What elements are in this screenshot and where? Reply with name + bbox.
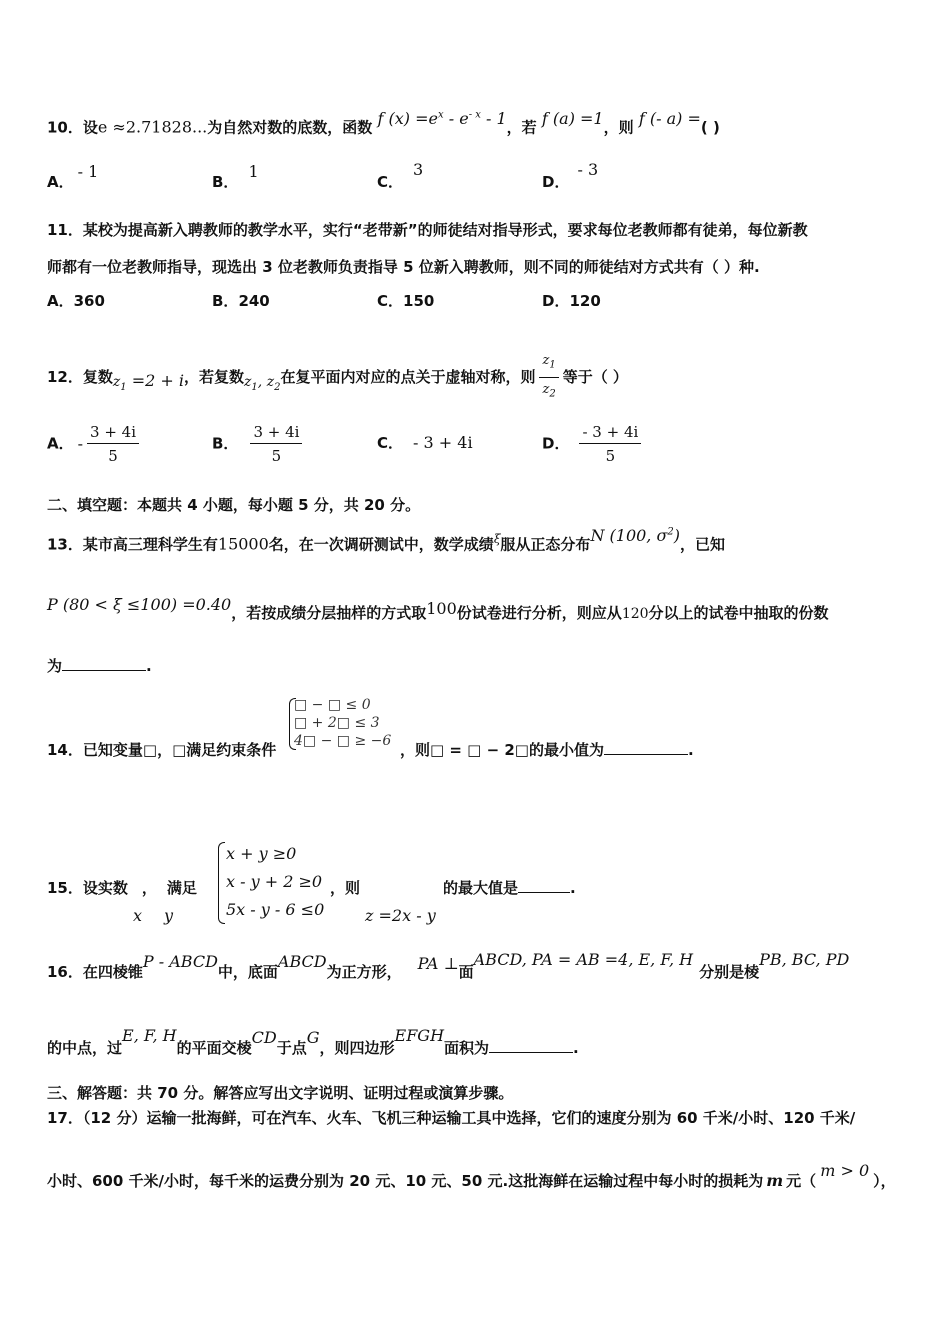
q10-target: f (- a) =	[638, 109, 701, 129]
q17-line-1: 17．（12 分）运输一批海鲜，可在汽车、火车、飞机三种运输工具中选择，它们的速度分别为 60 千米/小时、120 千米/	[47, 1109, 856, 1127]
q16-condition: ABCD, PA = AB =4, E, F, H	[473, 950, 694, 969]
q12-z1: $z_1 =2 + i$	[112, 371, 185, 393]
q14-constraints	[294, 696, 391, 750]
q14-var1: □	[142, 741, 158, 759]
q12-option-d[interactable]: D． $\frac{- 3 + 4i}{5}$	[542, 422, 641, 466]
section-3-heading: 三、解答题：共 70 分。解答应写出文字说明、证明过程或演算步骤。	[47, 1084, 514, 1102]
q16-points: E, F, H	[122, 1026, 177, 1045]
q16-base: ABCD	[277, 952, 327, 971]
q12-suffix: 等于（ ）	[562, 368, 628, 387]
q12-prefix: 12．复数	[47, 368, 113, 387]
q10-func: f $(x) =e^x - e^{- x} - 1$	[377, 109, 507, 129]
q11-line-2: 师都有一位老教师指导，现选出 3 位老教师负责指导 5 位新入聘教师，则不同的师徒结对方式共有（ ）种.	[47, 258, 760, 276]
q13-xi: ξ	[493, 532, 501, 547]
q17-line-2: 小时、600 千米/小时，每千米的运费分别为 20 元、10 元、50 元.这批海鲜在运输过程中每小时的损耗为 m 元（m > 0），	[47, 1161, 896, 1190]
q13-score: 120	[621, 606, 649, 622]
q15-constraint-3: 5x - y - 6 ≤0	[226, 900, 325, 919]
q13-count: 15000	[217, 534, 269, 554]
q15-var-x: x	[133, 906, 143, 925]
q11-option-c[interactable]: C．150	[377, 292, 435, 310]
q16-g: G	[306, 1028, 320, 1047]
section-2-heading: 二、填空题：本题共 4 小题，每小题 5 分，共 20 分。	[47, 496, 421, 514]
q16-pyramid: P - ABCD	[142, 952, 218, 971]
q10-cond-pre: ，若	[506, 118, 537, 137]
q13-answer-blank[interactable]	[62, 656, 146, 671]
q16-line-1: 16．在四棱锥P - ABCD中，底面ABCD为正方形， PA ⊥面ABCD, PA = AB =4, E, F, H分别是棱PB, BC, PD	[47, 950, 850, 981]
q16-perp: PA ⊥	[417, 954, 459, 973]
q10-prefix: 10．设	[47, 118, 98, 137]
q15-objective: z =2x - y	[365, 906, 436, 925]
q11-line-1: 11．某校为提高新入聘教师的教学水平，实行“老带新”的师徒结对指导形式，要求每位老教师都有徒弟，每位新教	[47, 221, 808, 239]
q13-probability: P (80 < ξ ≤100) =0.40	[47, 595, 232, 614]
q15-var-y: y	[164, 906, 174, 925]
q16-line-2: 的中点，过E, F, H的平面交棱CD于点G，则四边形EFGH面积为 .	[47, 1026, 579, 1057]
q11-option-a[interactable]: A．360	[47, 292, 105, 310]
q17-condition: m > 0	[820, 1161, 870, 1180]
q16-edges: PB, BC, PD	[759, 950, 850, 969]
q12-line	[47, 351, 628, 404]
q11-option-d[interactable]: D．120	[542, 292, 601, 310]
q12-option-a[interactable]: A． - $\frac{3 + 4i}{5}$	[47, 422, 139, 466]
q15-suffix: 的最大值是 .	[443, 879, 576, 897]
q12-z12: $z_1$, $z_2$	[244, 374, 281, 393]
q12-mid: ，若复数	[184, 368, 245, 387]
q10-option-a[interactable]: A．- 1	[47, 162, 99, 191]
q14-constraint-2: □ + 2□ ≤ 3	[294, 715, 380, 731]
q16-quad: EFGH	[394, 1026, 445, 1045]
q10-e-approx: e ≈2.71828...	[97, 117, 208, 137]
q10-line	[47, 109, 720, 137]
q10-mid: 为自然对数的底数，函数	[207, 118, 373, 137]
q10-then: ，则	[603, 118, 634, 137]
q12-mid2: 在复平面内对应的点关于虚轴对称，则	[280, 368, 536, 387]
q10-cond: f (a) =1	[541, 109, 604, 129]
q14-line: 14．已知变量□，□满足约束条件	[47, 741, 277, 759]
q13-line-2: P (80 < ξ ≤100) =0.40，若按成绩分层抽样的方式取100份试卷进行分析，则应从120分以上的试卷中抽取的份数	[47, 595, 829, 622]
q15-constraint-1: x + y ≥0	[226, 844, 297, 863]
q10-option-b[interactable]: B．1	[212, 162, 259, 191]
q13-sample: 100	[426, 599, 457, 618]
q11-option-b[interactable]: B．240	[212, 292, 270, 310]
q15-line: 15．设实数 ， 满足	[47, 879, 197, 897]
q14-constraint-3: 4□ − □ ≥ −6	[294, 733, 392, 749]
q13-line-3: 为 .	[47, 657, 152, 675]
q10-paren: ( )	[700, 118, 720, 137]
q13-line-1: 13．某市高三理科学生有15000名，在一次调研测试中，数学成绩$^\xi$服从正态分布N (100, $\sigma^2$)，已知	[47, 526, 726, 554]
q14-var2: □	[172, 741, 187, 759]
q15-brace	[218, 842, 225, 924]
q14-then: ，则□ = □ − 2□的最小值为 .	[400, 741, 694, 759]
q10-option-d[interactable]: D．- 3	[542, 160, 599, 191]
q14-answer-blank[interactable]	[604, 740, 688, 755]
q15-constraints	[226, 840, 324, 924]
q15-answer-blank[interactable]	[518, 878, 570, 893]
q14-constraint-1: □ − □ ≤ 0	[294, 697, 371, 713]
q16-answer-blank[interactable]	[489, 1038, 573, 1053]
q10-option-c[interactable]: C．3	[377, 160, 424, 191]
q15-then: ，则	[330, 879, 361, 897]
q12-option-c[interactable]: C． - 3 + 4i	[377, 433, 473, 452]
q12-option-b[interactable]: B． $\frac{3 + 4i}{5}$	[212, 422, 302, 466]
q16-cd: CD	[251, 1028, 277, 1047]
q17-m: m	[766, 1171, 784, 1190]
q13-distribution: N (100, $\sigma^2$)	[590, 526, 681, 546]
q12-fraction: $\frac{z_1}{z_2}$	[539, 351, 558, 404]
q15-constraint-2: x - y + 2 ≥0	[226, 872, 323, 891]
